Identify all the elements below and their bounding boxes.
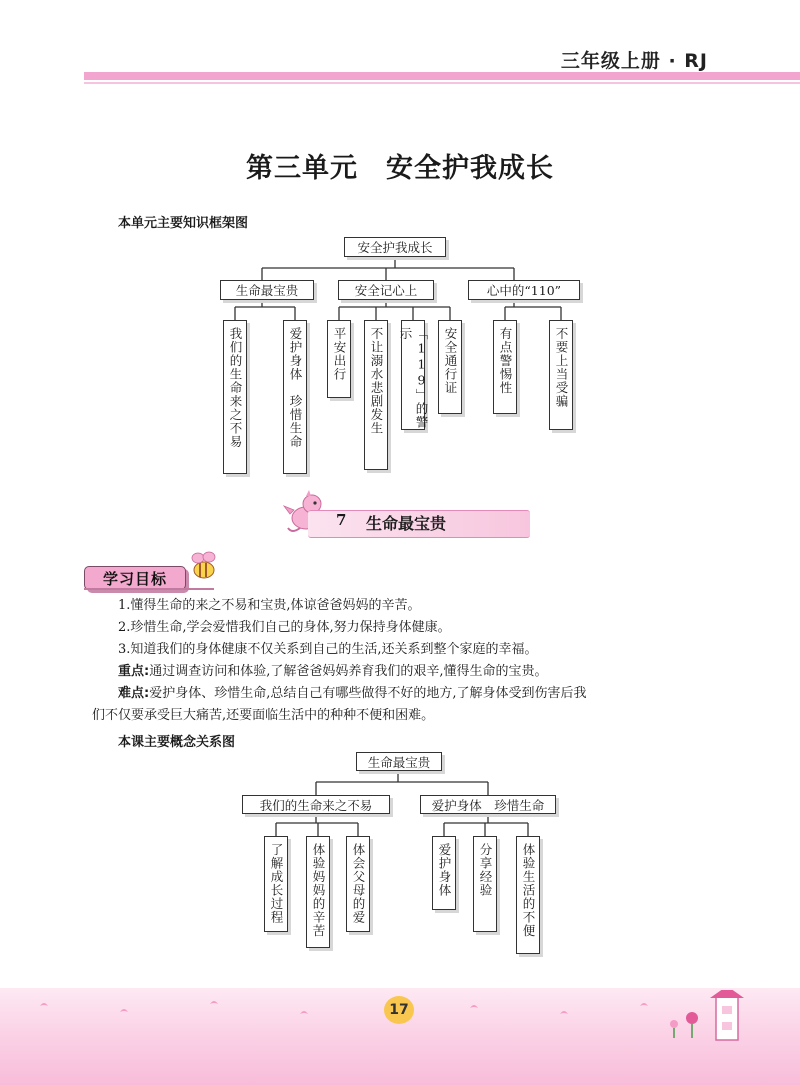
- lesson-number: 7: [336, 511, 347, 529]
- page-number: 17: [384, 996, 414, 1024]
- goal-item: 1.懂得生命的来之不易和宝贵,体谅爸爸妈妈的辛苦。: [118, 598, 421, 613]
- difficulty-text-continued: 们不仅要承受巨大痛苦,还要面临生活中的种种不便和困难。: [92, 708, 435, 723]
- difficulty-point: [118, 683, 586, 705]
- difficulty-label: 难点:: [118, 686, 150, 701]
- framework-branch-3: 心中的“110”: [468, 280, 580, 300]
- framework-leaf: 「119」的警示: [401, 320, 425, 430]
- difficulty-text: 爱护身体、珍惜生命,总结自己有哪些做得不好的地方,了解身体受到伤害后我: [149, 686, 587, 701]
- concept-branch-2: 爱护身体 珍惜生命: [420, 795, 556, 814]
- goal-item: 3.知道我们的身体健康不仅关系到自己的生活,还关系到整个家庭的幸福。: [118, 642, 538, 657]
- framework-leaf: 爱护身体 珍惜生命: [283, 320, 307, 474]
- bee-icon: [184, 546, 224, 586]
- framework-label: 本单元主要知识框架图: [118, 216, 249, 231]
- goal-item: 2.珍惜生命,学会爱惜我们自己的身体,努力保持身体健康。: [118, 620, 451, 635]
- lesson-title: 生命最宝贵: [366, 514, 447, 533]
- goals-underline: [84, 588, 214, 590]
- framework-leaf: 平安出行: [327, 320, 351, 398]
- key-point: [118, 661, 547, 683]
- unit-title: 第三单元 安全护我成长: [246, 153, 554, 184]
- framework-branch-1: 生命最宝贵: [220, 280, 314, 300]
- framework-leaf: 不让溺水悲剧发生: [364, 320, 388, 470]
- framework-branch-2: 安全记心上: [338, 280, 434, 300]
- framework-leaf: 不要上当受骗: [549, 320, 573, 430]
- key-point-label: 重点:: [118, 664, 150, 679]
- concept-branch-1: 我们的生命来之不易: [242, 795, 390, 814]
- concept-leaf: 体验妈妈的辛苦: [306, 836, 330, 948]
- framework-leaf: 有点警惕性: [493, 320, 517, 414]
- concept-map-label: 本课主要概念关系图: [118, 735, 236, 750]
- concept-leaf: 体会父母的爱: [346, 836, 370, 932]
- concept-root: 生命最宝贵: [356, 752, 442, 771]
- key-point-text: 通过调查访问和体验,了解爸爸妈妈养育我们的艰辛,懂得生命的宝贵。: [149, 664, 548, 679]
- framework-leaf: 我们的生命来之不易: [223, 320, 247, 474]
- framework-leaf: 安全通行证: [438, 320, 462, 414]
- concept-leaf: 了解成长过程: [264, 836, 288, 932]
- concept-leaf: 体验生活的不便: [516, 836, 540, 954]
- concept-leaf: 爱护身体: [432, 836, 456, 910]
- concept-leaf: 分享经验: [473, 836, 497, 932]
- book-title: 三年级上册 · RJ: [560, 50, 708, 72]
- framework-root: 安全护我成长: [344, 237, 446, 257]
- learning-goals-badge: 学习目标: [84, 566, 186, 590]
